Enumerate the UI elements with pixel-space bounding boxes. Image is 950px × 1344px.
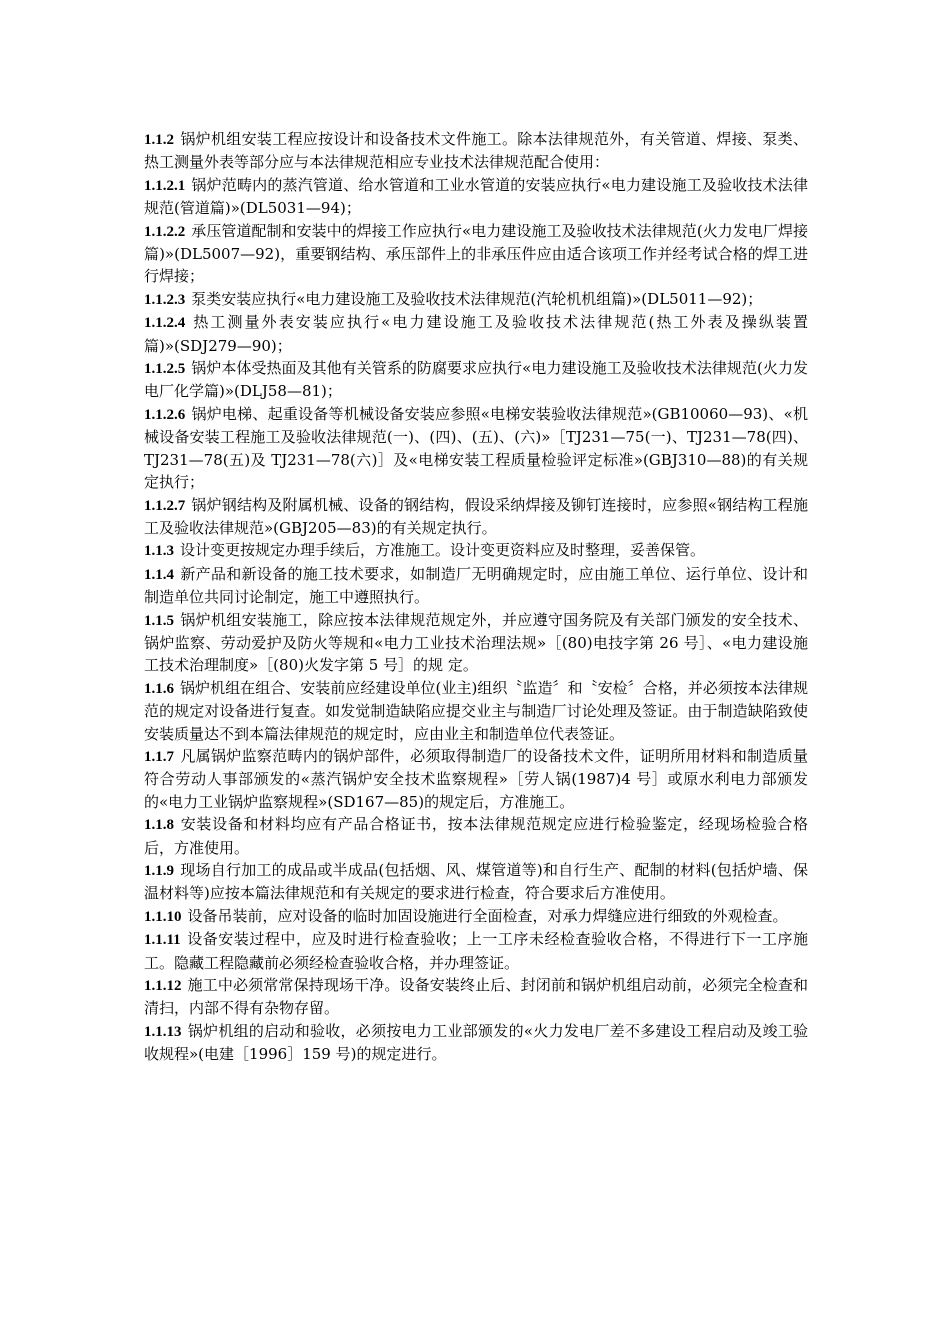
- clause-number: 1.1.2.4: [144, 315, 186, 332]
- clause-number: 1.1.2.6: [144, 406, 186, 423]
- clause-number: 1.1.13: [144, 1023, 182, 1040]
- clause-1-1-2-1: [144, 174, 808, 220]
- clause-text: 设计变更按规定办理手续后，方准施工。设计变更资料应及时整理，妥善保管。: [180, 541, 706, 560]
- clause-1-1-6: [144, 677, 808, 745]
- clause-text: 热工测量外表安装应执行«电力建设施工及验收技术法律规范(热工外表及操纵装置篇)»(SDJ279—90)；: [144, 313, 808, 355]
- clause-number: 1.1.2.2: [144, 223, 186, 240]
- clause-text: 设备安装过程中，应及时进行检查验收；上一工序未经检查验收合格，不得进行下一工序施工。隐藏工程隐藏前必须经检查验收合格，并办理签证。: [144, 930, 808, 972]
- clause-1-1-3: [144, 539, 808, 562]
- clause-1-1-2-2: [144, 220, 808, 288]
- clause-number: 1.1.2.5: [144, 361, 186, 378]
- clause-number: 1.1.2.3: [144, 291, 186, 308]
- clause-number: 1.1.11: [144, 932, 181, 949]
- clause-text: 泵类安装应执行«电力建设施工及验收技术法律规范(汽轮机机组篇)»(DL5011—92)；: [191, 289, 763, 308]
- clause-1-1-4: [144, 563, 808, 609]
- clause-number: 1.1.3: [144, 543, 174, 560]
- clause-number: 1.1.12: [144, 978, 182, 995]
- clause-text: 现场自行加工的成品或半成品(包括烟、风、煤管道等)和自行生产、配制的材料(包括炉墙、保温材料等)应按本篇法律规范和有关规定的要求进行检查，符合要求后方准使用。: [144, 861, 808, 903]
- clause-1-1-12: [144, 974, 808, 1020]
- clause-text: 锅炉范畴内的蒸汽管道、给水管道和工业水管道的安装应执行«电力建设施工及验收技术法律规范(管道篇)»(DL5031—94)；: [144, 175, 808, 218]
- clause-number: 1.1.9: [144, 863, 174, 879]
- clause-number: 1.1.2.1: [144, 177, 186, 194]
- clause-text: 安装设备和材料均应有产品合格证书，按本法律规范规定应进行检验鉴定，经现场检验合格后，方准使用。: [144, 815, 808, 857]
- clause-text: 锅炉机组安装工程应按设计和设备技术文件施工。除本法律规范外，有关管道、焊接、泵类、热工测量外表等部分应与本法律规范相应专业技术法律规范配合使用：: [144, 130, 808, 172]
- clause-1-1-2-3: [144, 288, 808, 311]
- clause-number: 1.1.2.7: [144, 497, 186, 514]
- clause-1-1-7: [144, 745, 808, 813]
- clause-1-1-10: [144, 905, 808, 928]
- clause-number: 1.1.2: [144, 132, 174, 148]
- clause-1-1-9: [144, 859, 808, 905]
- clause-1-1-13: [144, 1020, 808, 1066]
- clause-text: 锅炉本体受热面及其他有关管系的防腐要求应执行«电力建设施工及验收技术法律规范(火力发电厂化学篇)»(DLJ58—81)；: [144, 359, 808, 401]
- clause-text: 锅炉电梯、起重设备等机械设备安装应参照«电梯安装验收法律规范»(GB10060—93)、«机械设备安装工程施工及验收法律规范(一)、(四)、(五)、(六)»［TJ231—75(一)、TJ231—78(四)、TJ231—78(五)及 TJ231—78(六)］及«电梯安装工程质量检验评定标准»(GBJ310—88)的有关规定执行；: [144, 404, 808, 492]
- clause-text: 设备吊装前，应对设备的临时加固设施进行全面检查，对承力焊缝应进行细致的外观检查。: [187, 906, 788, 925]
- clause-number: 1.1.8: [144, 817, 174, 834]
- clause-text: 新产品和新设备的施工技术要求，如制造厂无明确规定时，应由施工单位、运行单位、设计和制造单位共同讨论制定，施工中遵照执行。: [144, 564, 808, 607]
- clause-text: 施工中必须常常保持现场干净。设备安装终止后、封闭前和锅炉机组启动前，必须完全检查和清扫，内部不得有杂物存留。: [144, 976, 808, 1018]
- clause-1-1-2-4: [144, 311, 808, 357]
- clause-text: 凡属锅炉监察范畴内的锅炉部件，必须取得制造厂的设备技术文件，证明所用材料和制造质量符合劳动人事部颁发的«蒸汽锅炉安全技术监察规程»［劳人锅(1987)4 号］或原水利电力部颁发的«电力工业锅炉监察规程»(SD167—85)的规定后，方准施工。: [144, 746, 808, 811]
- clause-1-1-2-7: [144, 494, 808, 540]
- clause-1-1-5: [144, 609, 808, 677]
- clause-1-1-2-5: [144, 357, 808, 403]
- clause-number: 1.1.4: [144, 566, 174, 583]
- clause-number: 1.1.7: [144, 748, 174, 765]
- clause-1-1-11: [144, 928, 808, 974]
- clause-text: 锅炉机组的启动和验收，必须按电力工业部颁发的«火力发电厂差不多建设工程启动及竣工验收规程»(电建［1996］159 号)的规定进行。: [144, 1021, 808, 1064]
- document-body: [144, 128, 808, 1066]
- clause-text: 锅炉机组安装施工，除应按本法律规范规定外，并应遵守国务院及有关部门颁发的安全技术、锅炉监察、劳动爱护及防火等规和«电力工业技术治理法规»［(80)电技字第 26 号］、«电力建设施工技术治理制度»［(80)火发字第 5 号］的规 定。: [144, 610, 808, 675]
- clause-number: 1.1.10: [144, 908, 182, 925]
- clause-1-1-2: [144, 128, 808, 174]
- clause-text: 承压管道配制和安装中的焊接工作应执行«电力建设施工及验收技术法律规范(火力发电厂焊接篇)»(DL5007—92)，重要钢结构、承压部件上的非承压件应由适合该项工作并经考试合格的焊工进行焊接；: [144, 221, 808, 286]
- clause-text: 锅炉钢结构及附属机械、设备的钢结构，假设采纳焊接及铆钉连接时，应参照«钢结构工程施工及验收法律规范»(GBJ205—83)的有关规定执行。: [144, 495, 808, 537]
- clause-number: 1.1.6: [144, 680, 174, 697]
- clause-text: 锅炉机组在组合、安装前应经建设单位(业主)组织〝监造〞和〝安检〞合格，并必须按本法律规范的规定对设备进行复查。如发觉制造缺陷应提交业主与制造厂讨论处理及签证。由于制造缺陷致使安装质量达不到本篇法律规范的规定时，应由业主和制造单位代表签证。: [144, 678, 808, 743]
- clause-1-1-8: [144, 813, 808, 859]
- clause-number: 1.1.5: [144, 612, 174, 629]
- clause-1-1-2-6: [144, 403, 808, 494]
